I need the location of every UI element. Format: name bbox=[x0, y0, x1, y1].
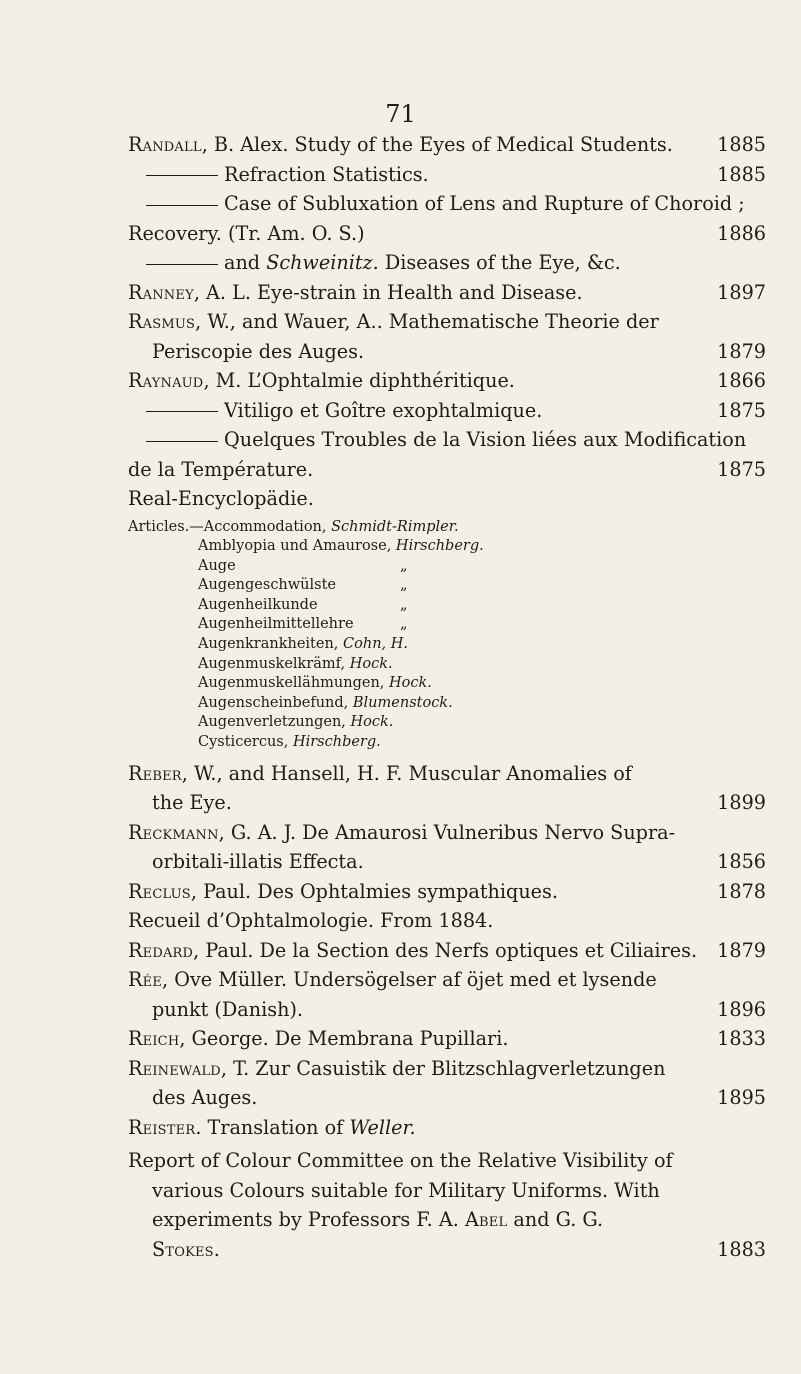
article-author: Hirschberg. bbox=[395, 538, 484, 555]
entry-rasmus bbox=[128, 307, 766, 366]
entry-year: 1885 bbox=[717, 133, 766, 156]
entry-text: Recueil d’Ophtalmologie. From 1884. bbox=[128, 909, 494, 933]
ditto-mark: „ bbox=[400, 596, 408, 613]
ditto-rule bbox=[146, 205, 218, 206]
author-name: Stokes. bbox=[152, 1237, 221, 1261]
entry-text: Case of Subluxation of Lens and Rupture of Choroid ; bbox=[224, 192, 745, 215]
entry-recueil bbox=[128, 906, 666, 936]
article-author: Hock. bbox=[349, 655, 393, 672]
entry-text: , George. De Membrana Pupillari. bbox=[179, 1027, 509, 1051]
author-name: Reich bbox=[128, 1027, 180, 1051]
article-text: Amblyopia und Amaurose, bbox=[198, 538, 396, 555]
page-number: 71 bbox=[385, 100, 416, 128]
coauthor-italic: Schweinitz. bbox=[266, 251, 379, 274]
entry-text: punkt (Danish). bbox=[152, 997, 304, 1021]
author-name: Ranney bbox=[128, 280, 194, 304]
entry-reister bbox=[128, 1113, 666, 1143]
author-name: Randall bbox=[128, 133, 202, 156]
author-name: Reinewald bbox=[128, 1056, 221, 1080]
article-author: Hock. bbox=[350, 714, 394, 731]
entry-text: Recovery. (Tr. Am. O. S.) bbox=[128, 221, 365, 245]
article-author: Hock. bbox=[389, 675, 432, 692]
entry-text: Periscopie des Auges. bbox=[152, 339, 365, 363]
article-text: Augenmuskellähmungen, bbox=[198, 675, 390, 692]
entry-year: 1879 bbox=[717, 938, 766, 962]
entry-year: 1875 bbox=[717, 457, 766, 481]
entry-year: 1897 bbox=[717, 280, 766, 304]
author-name: Reckmann bbox=[128, 820, 219, 844]
entry-ranney bbox=[128, 278, 766, 308]
entry-reich bbox=[128, 1024, 766, 1054]
ditto-rule bbox=[146, 264, 218, 265]
entry-reckmann bbox=[128, 818, 766, 877]
entry-year: 1878 bbox=[717, 879, 766, 903]
author-name: Rée bbox=[128, 968, 163, 992]
entry-text: Quelques Troubles de la Vision liées aux Modification bbox=[224, 428, 747, 451]
entry-year: 1866 bbox=[717, 369, 766, 392]
entry-year: 1856 bbox=[717, 850, 766, 874]
entry-text: , W., and Wauer, A.. Mathematische Theorie der bbox=[195, 310, 659, 333]
article-text: Augenkrankheiten, bbox=[198, 636, 344, 653]
article-text: Augenscheinbefund, bbox=[198, 694, 353, 711]
entry-redard bbox=[128, 936, 766, 966]
entry-text: , T. Zur Casuistik der Blitzschlagverletzungen bbox=[220, 1056, 666, 1080]
entry-text: Report of Colour Committee on the Relative Visibility of bbox=[128, 1149, 673, 1173]
article-text: Auge bbox=[198, 557, 236, 574]
article-text: Articles.—Accommodation, bbox=[128, 518, 332, 535]
entry-reclus bbox=[128, 877, 766, 907]
entry-text: , G. A. J. De Amaurosi Vulneribus Nervo Supra- bbox=[218, 820, 676, 844]
entry-italic-text: Weller. bbox=[349, 1115, 416, 1139]
article-text: Augenheilmittellehre bbox=[198, 616, 354, 633]
author-name: Redard bbox=[128, 938, 194, 962]
entry-text: , Paul. De la Section des Nerfs optiques et Ciliaires. bbox=[193, 938, 698, 962]
entry-year: 1895 bbox=[717, 1086, 766, 1110]
ditto-rule bbox=[146, 175, 218, 176]
article-author: Blumenstock. bbox=[352, 694, 453, 711]
entry-text: , M. L’Ophtalmie diphthéritique. bbox=[203, 369, 515, 392]
entry-text: the Eye. bbox=[152, 791, 232, 815]
entry-report bbox=[128, 1146, 766, 1264]
entry-text: des Auges. bbox=[152, 1086, 258, 1110]
entry-raynaud bbox=[128, 366, 766, 484]
entry-year: 1883 bbox=[717, 1237, 766, 1261]
author-name: Abel bbox=[464, 1208, 508, 1232]
bibliography-entries bbox=[128, 130, 766, 1264]
entry-text: orbitali-illatis Effecta. bbox=[152, 850, 364, 874]
entry-text: Diseases of the Eye, &c. bbox=[378, 251, 621, 274]
entry-text: and G. G. bbox=[507, 1208, 604, 1232]
author-name: Raynaud bbox=[128, 369, 204, 392]
entry-text: Refraction Statistics. bbox=[224, 162, 429, 186]
entry-text: experiments by Professors F. A. bbox=[152, 1208, 465, 1232]
entry-text: , B. Alex. Study of the Eyes of Medical Students. bbox=[201, 133, 673, 156]
entry-reber bbox=[128, 759, 766, 818]
entry-ree bbox=[128, 965, 766, 1024]
entry-text: various Colours suitable for Military Uniforms. With bbox=[152, 1178, 660, 1202]
article-text: Augenheilkunde bbox=[198, 596, 318, 613]
entry-randall bbox=[128, 130, 766, 278]
author-name: Rasmus bbox=[128, 310, 196, 333]
ditto-rule bbox=[146, 411, 218, 412]
entry-year: 1879 bbox=[717, 339, 766, 363]
entry-real-encyclopaedie bbox=[128, 484, 666, 753]
entry-year: 1886 bbox=[717, 221, 766, 245]
article-author: Cohn, H. bbox=[343, 636, 409, 653]
article-author: Hirschberg. bbox=[292, 734, 381, 751]
article-text: Augenmuskelkrämf, bbox=[198, 655, 350, 672]
article-text: Augenverletzungen, bbox=[198, 714, 351, 731]
article-text: Augengeschwülste bbox=[198, 577, 337, 594]
entry-text: Vitiligo et Goître exophtalmique. bbox=[224, 398, 543, 422]
entry-text: , W., and Hansell, H. F. Muscular Anomalies of bbox=[181, 761, 632, 785]
entry-text: and bbox=[224, 251, 267, 274]
entry-text: , Ove Müller. Undersögelser af öjet med et lysende bbox=[162, 968, 657, 992]
ditto-mark: „ bbox=[400, 616, 408, 633]
article-author: Schmidt-Rimpler. bbox=[331, 518, 459, 535]
entry-year: 1885 bbox=[717, 162, 766, 186]
ditto-rule bbox=[146, 441, 218, 442]
entry-year: 1899 bbox=[717, 791, 766, 815]
ditto-mark: „ bbox=[400, 577, 408, 594]
article-list bbox=[128, 518, 666, 753]
entry-text: de la Température. bbox=[128, 457, 314, 481]
entry-text: Real-Encyclopädie. bbox=[128, 487, 314, 510]
article-text: Cysticercus, bbox=[198, 734, 293, 751]
author-name: Reber bbox=[128, 761, 182, 785]
author-name: Reister bbox=[128, 1115, 196, 1139]
entry-year: 1896 bbox=[717, 997, 766, 1021]
entry-text: , A. L. Eye-strain in Health and Disease. bbox=[193, 280, 583, 304]
entry-reinewald bbox=[128, 1054, 766, 1113]
entry-text: , Paul. Des Ophtalmies sympathiques. bbox=[190, 879, 558, 903]
entry-year: 1875 bbox=[717, 398, 766, 422]
entry-text: . Translation of bbox=[195, 1115, 350, 1139]
author-name: Reclus bbox=[128, 879, 191, 903]
entry-year: 1833 bbox=[717, 1027, 766, 1051]
ditto-mark: „ bbox=[400, 557, 408, 574]
